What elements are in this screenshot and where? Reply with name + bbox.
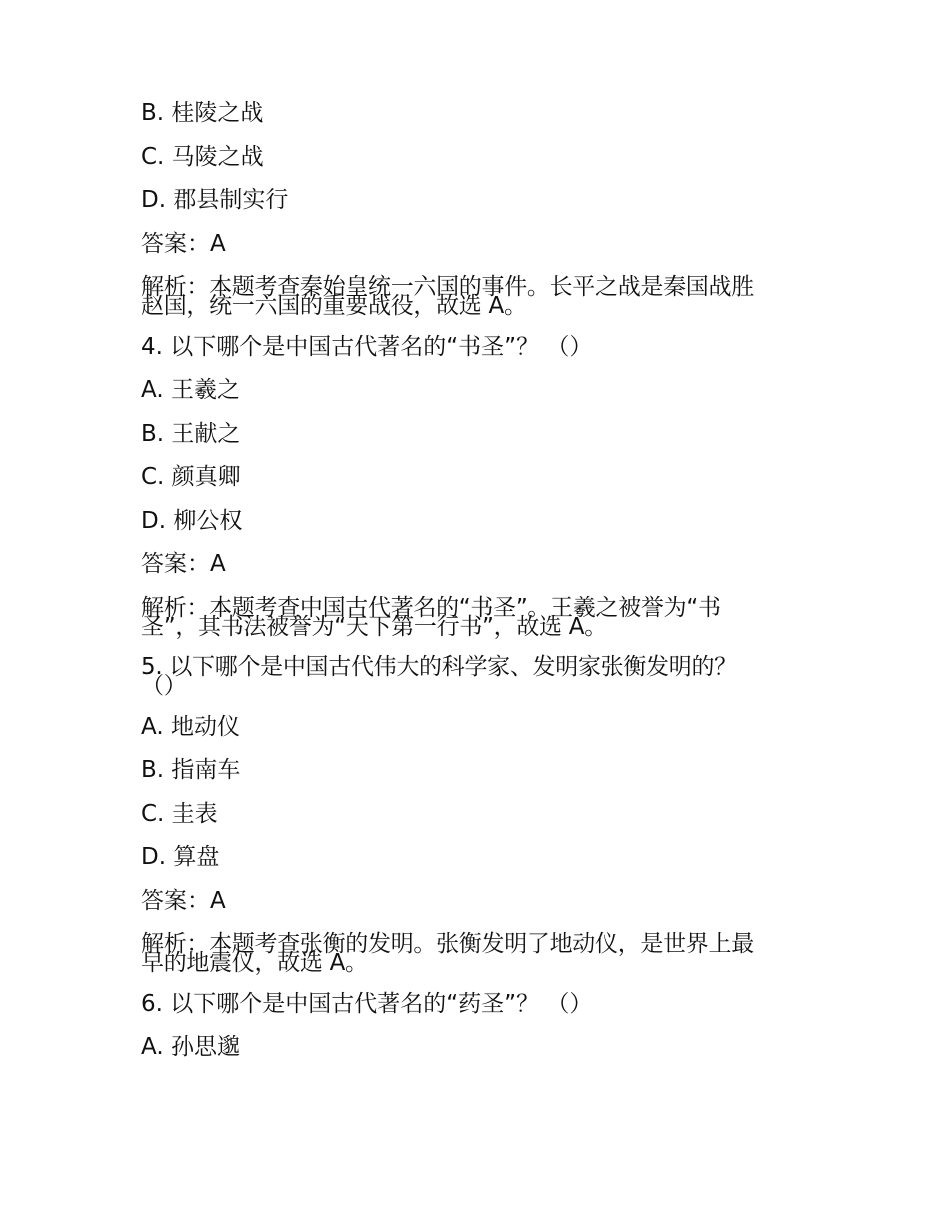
document-page — [141, 100, 821, 1078]
q5-question-line-2: （） — [141, 673, 187, 699]
q5-analysis — [141, 931, 821, 976]
q5-option-b: B. 指南车 — [141, 757, 241, 783]
q4-analysis — [141, 594, 821, 640]
q4-question: 4. 以下哪个是中国古代著名的“书圣”？ （） — [141, 333, 593, 360]
q4-analysis-line-2: 圣”，其书法被誉为“天下第一行书”，故选 A。 — [141, 613, 607, 640]
q5-option-d: D. 算盘 — [141, 844, 220, 870]
q3-analysis — [141, 274, 821, 319]
q5-analysis-line-1: 解析：本题考查张衡的发明。张衡发明了地动仪，是世界上最 — [141, 931, 754, 957]
q4-option-c: C. 颜真卿 — [141, 464, 241, 490]
q4-option-d: D. 柳公权 — [141, 507, 243, 534]
q5-question — [141, 654, 821, 699]
q6-option-a: A. 孙思邈 — [141, 1034, 240, 1060]
q3-option-c: C. 马陵之战 — [141, 143, 264, 170]
q3-analysis-line-1: 解析：本题考查秦始皇统一六国的事件。长平之战是秦国战胜 — [141, 274, 754, 300]
q5-answer: 答案：A — [141, 887, 226, 914]
q3-analysis-line-2: 赵国，统一六国的重要战役，故选 A。 — [141, 293, 527, 319]
q4-analysis-line-1: 解析：本题考查中国古代著名的“书圣”。王羲之被誉为“书 — [141, 594, 721, 621]
q3-answer: 答案：A — [141, 230, 226, 257]
q5-question-line-1: 5. 以下哪个是中国古代伟大的科学家、发明家张衡发明的？ — [141, 654, 737, 680]
q5-option-c: C. 圭表 — [141, 800, 218, 827]
q6-question: 6. 以下哪个是中国古代著名的“药圣”？ （） — [141, 990, 593, 1017]
q5-option-a: A. 地动仪 — [141, 713, 240, 740]
q5-analysis-line-2: 早的地震仪，故选 A。 — [141, 950, 368, 976]
q3-option-b: B. 桂陵之战 — [141, 100, 264, 126]
q3-option-d: D. 郡县制实行 — [141, 187, 289, 213]
q4-answer: 答案：A — [141, 551, 226, 577]
q4-option-a: A. 王羲之 — [141, 377, 240, 403]
q4-option-b: B. 王献之 — [141, 420, 241, 447]
